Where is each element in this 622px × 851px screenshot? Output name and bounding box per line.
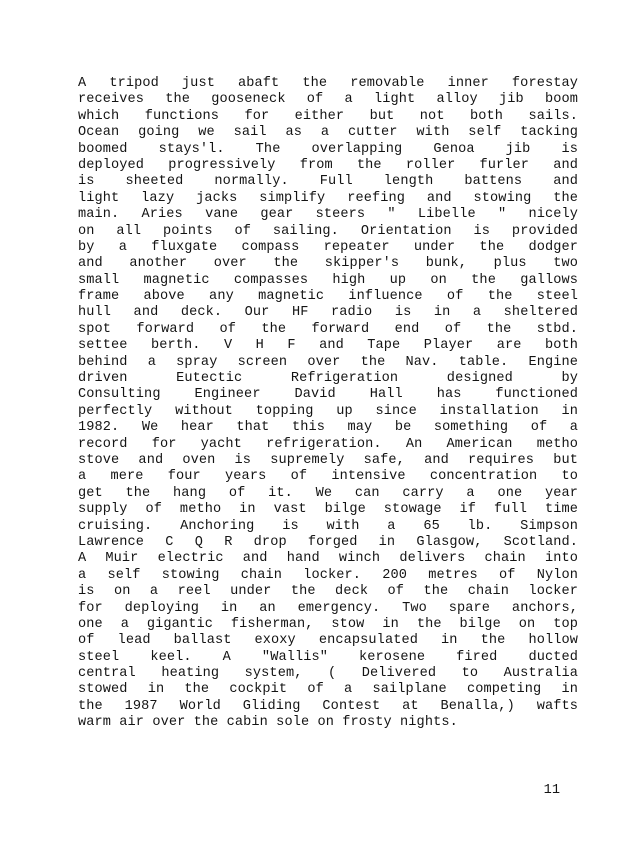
text-line: 1982. We hear that this may be something of a — [78, 420, 578, 436]
text-line: get the hang of it. We can carry a one year — [78, 485, 578, 501]
text-line: deployed progressively from the roller furler and — [78, 157, 578, 173]
text-line: driven Eutectic Refrigeration designed by — [78, 371, 578, 387]
text-line: small magnetic compasses high up on the gallows — [78, 272, 578, 288]
text-line: boomed stays'l. The overlapping Genoa jib is — [78, 141, 578, 157]
text-line: one a gigantic fisherman, stow in the bilge on top — [78, 616, 578, 632]
text-line: cruising. Anchoring is with a 65 lb. Simpson — [78, 518, 578, 534]
text-line: A tripod just abaft the removable inner forestay — [78, 76, 578, 91]
text-line: on all points of sailing. Orientation is provided — [78, 223, 578, 239]
page-number: 11 — [543, 783, 560, 798]
text-line: Lawrence C Q R drop forged in Glasgow, Scotland. — [78, 534, 578, 550]
text-line: by a fluxgate compass repeater under the dodger — [78, 239, 578, 255]
text-line: light lazy jacks simplify reefing and stowing the — [78, 190, 578, 206]
text-line: main. Aries vane gear steers " Libelle " nicely — [78, 207, 578, 223]
text-line: settee berth. V H F and Tape Player are both — [78, 338, 578, 354]
text-line: warm air over the cabin sole on frosty nights. — [78, 715, 458, 731]
text-line: for deploying in an emergency. Two spare anchors, — [78, 600, 578, 616]
text-line: stowed in the cockpit of a sailplane competing in — [78, 682, 578, 698]
text-line: stove and oven is supremely safe, and requires but — [78, 452, 578, 468]
text-line: a self stowing chain locker. 200 metres of Nylon — [78, 567, 578, 583]
body-paragraph — [78, 76, 578, 732]
text-line: central heating system, ( Delivered to Australia — [78, 666, 578, 682]
text-line: Ocean going we sail as a cutter with self tacking — [78, 125, 578, 141]
text-line: of lead ballast exoxy encapsulated in the hollow — [78, 633, 578, 649]
text-line: record for yacht refrigeration. An American metho — [78, 436, 578, 452]
text-line: the 1987 World Gliding Contest at Benalla,) wafts — [78, 698, 578, 714]
text-line: frame above any magnetic influence of the steel — [78, 289, 578, 305]
text-line: spot forward of the forward end of the stbd. — [78, 321, 578, 337]
text-line: A Muir electric and hand winch delivers chain into — [78, 551, 578, 567]
text-line: is on a reel under the deck of the chain locker — [78, 584, 578, 600]
text-line: which functions for either but not both sails. — [78, 108, 578, 124]
text-line: behind a spray screen over the Nav. table. Engine — [78, 354, 578, 370]
text-line: a mere four years of intensive concentration to — [78, 469, 578, 485]
text-line: Consulting Engineer David Hall has functioned — [78, 387, 578, 403]
text-line: receives the gooseneck of a light alloy jib boom — [78, 92, 578, 108]
text-line: hull and deck. Our HF radio is in a sheltered — [78, 305, 578, 321]
text-line: supply of metho in vast bilge stowage if full time — [78, 502, 578, 518]
text-line: is sheeted normally. Full length battens and — [78, 174, 578, 190]
text-line: steel keel. A "Wallis" kerosene fired ducted — [78, 649, 578, 665]
text-line: and another over the skipper's bunk, plus two — [78, 256, 578, 272]
text-line: perfectly without topping up since installation in — [78, 403, 578, 419]
